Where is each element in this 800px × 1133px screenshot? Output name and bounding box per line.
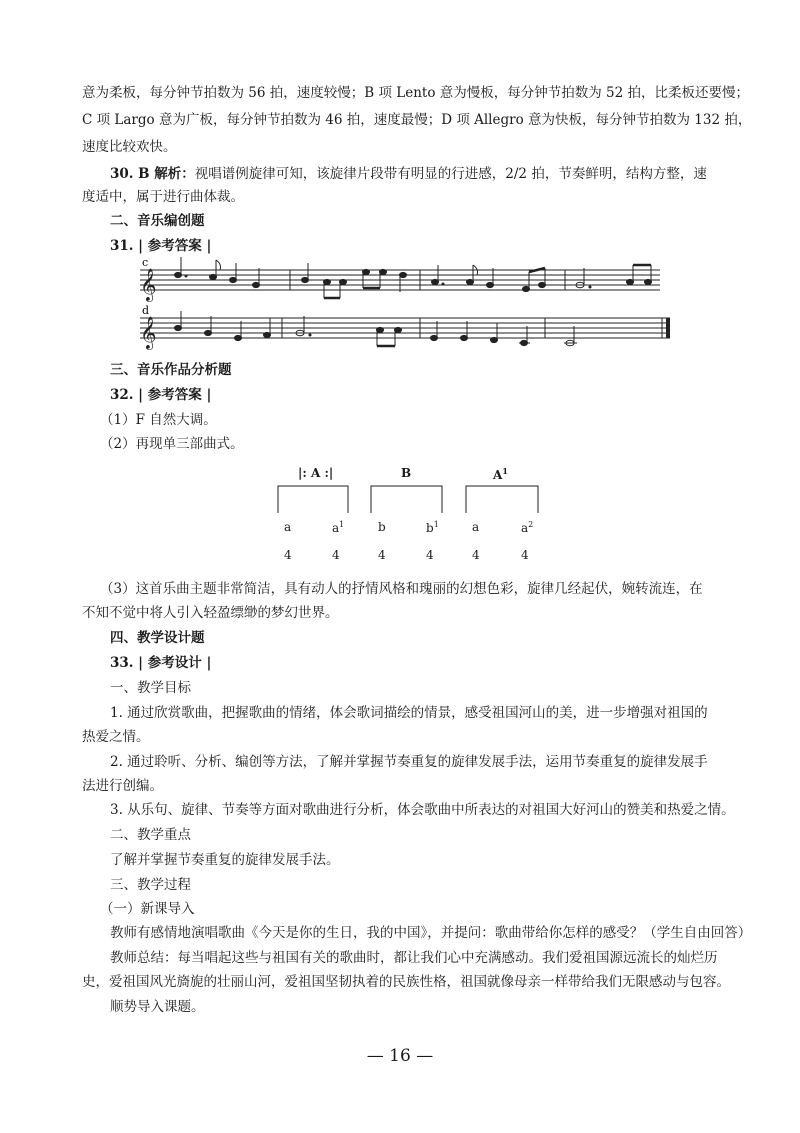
form-brackets (268, 482, 558, 514)
answer-line: （2）再现单三部曲式。 (100, 436, 244, 452)
form-diagram (268, 464, 558, 574)
phrase-label-c: c (142, 256, 149, 269)
subheading: （一）新课导入 (100, 901, 195, 917)
measure-count: 4 (284, 548, 292, 562)
text-line (110, 164, 707, 184)
section-heading: 三、音乐作品分析题 (110, 362, 232, 378)
text-line: 教师总结：每当唱起这些与祖国有关的歌曲时，都让我们心中充满感动。我们爱祖国源远流长的灿烂历 (110, 950, 718, 966)
question-label: 33. | 参考设计 | (110, 655, 212, 671)
text-line: 2. 通过聆听、分析、编创等方法，了解并掌握节奏重复的旋律发展手法，运用节奏重复的旋律发展手 (110, 754, 708, 770)
explanation: 视唱谱例旋律可知，该旋律片段带有明显的行进感，2/2 拍，节奏鲜明，结构方整，速 (194, 166, 707, 182)
text-line: 顺势导入课题。 (110, 999, 205, 1015)
text-line: 意为柔板，每分钟节拍数为 56 拍，速度较慢；B 项 Lento 意为慢板，每分钟节拍数为 52 拍，比柔板还要慢； (82, 85, 750, 101)
staff-line-group (140, 318, 670, 338)
text-line: 法进行创编。 (82, 778, 163, 794)
answer-label: 30. B 解析： (110, 166, 195, 182)
text-line: 教师有感情地演唱歌曲《今天是你的生日，我的中国》，并提问：歌曲带给你怎样的感受？（学生自由回答） (110, 925, 752, 941)
measure-count: 4 (332, 548, 340, 562)
subheading: 三、教学过程 (110, 877, 191, 893)
treble-clef-icon: 𝄞 (140, 316, 157, 349)
phrase-label: $a^1$ (332, 520, 345, 535)
form-section-b: B (401, 466, 412, 480)
phrase-label: $a^2$ (521, 520, 534, 535)
measure-count: 4 (378, 548, 386, 562)
measure-count: 4 (472, 548, 480, 562)
subheading: 二、教学重点 (110, 827, 191, 843)
phrase-label: a (284, 520, 292, 534)
question-label: 32. | 参考答案 | (110, 387, 212, 403)
answer-line: （3）这首乐曲主题非常简洁，具有动人的抒情风格和瑰丽的幻想色彩，旋律几经起伏，婉转流连，在 (100, 581, 703, 597)
form-section-a1: $A^1$ (493, 466, 508, 482)
page-number: — 16 — (366, 1046, 434, 1066)
text-line: 3. 从乐句、旋律、节奏等方面对歌曲进行分析，体会歌曲中所表达的对祖国大好河山的赞美和热爱之情。 (110, 802, 735, 818)
measure-count: 4 (426, 548, 434, 562)
subheading: 一、教学目标 (110, 680, 191, 696)
text-line: 1. 通过欣赏歌曲，把握歌曲的情绪，体会歌词描绘的情景，感受祖国河山的美，进一步增强对祖国的 (110, 705, 708, 721)
phrase-label: $b^1$ (426, 520, 439, 535)
answer-line: （1）F 自然大调。 (100, 412, 217, 428)
question-label: 31. | 参考答案 | (110, 238, 212, 254)
answer-line: 不知不觉中将人引入轻盈缥缈的梦幻世界。 (82, 605, 339, 621)
phrase-label: b (378, 520, 386, 534)
treble-clef-icon: 𝄞 (140, 268, 157, 301)
section-heading: 四、教学设计题 (110, 630, 205, 646)
text-line: 速度比较欢快。 (82, 139, 177, 155)
form-section-a: |: A :| (298, 466, 334, 480)
phrase-label-d: d (142, 304, 150, 317)
text-line: C 项 Largo 意为广板，每分钟节拍数为 46 拍，速度最慢；D 项 Allegro 意为快板，每分钟节拍数为 132 拍， (82, 112, 752, 128)
music-score (140, 254, 680, 354)
phrase-label: a (472, 520, 480, 534)
section-heading: 二、音乐编创题 (110, 213, 205, 229)
text-line: 度适中，属于进行曲体裁。 (82, 189, 244, 205)
text-line: 热爱之情。 (82, 729, 150, 745)
measure-count: 4 (521, 548, 529, 562)
text-line: 了解并掌握节奏重复的旋律发展手法。 (110, 852, 340, 868)
text-line: 史，爱祖国风光旖旎的壮丽山河，爱祖国坚韧执着的民族性格，祖国就像母亲一样带给我们无限感动与包容。 (82, 974, 730, 990)
